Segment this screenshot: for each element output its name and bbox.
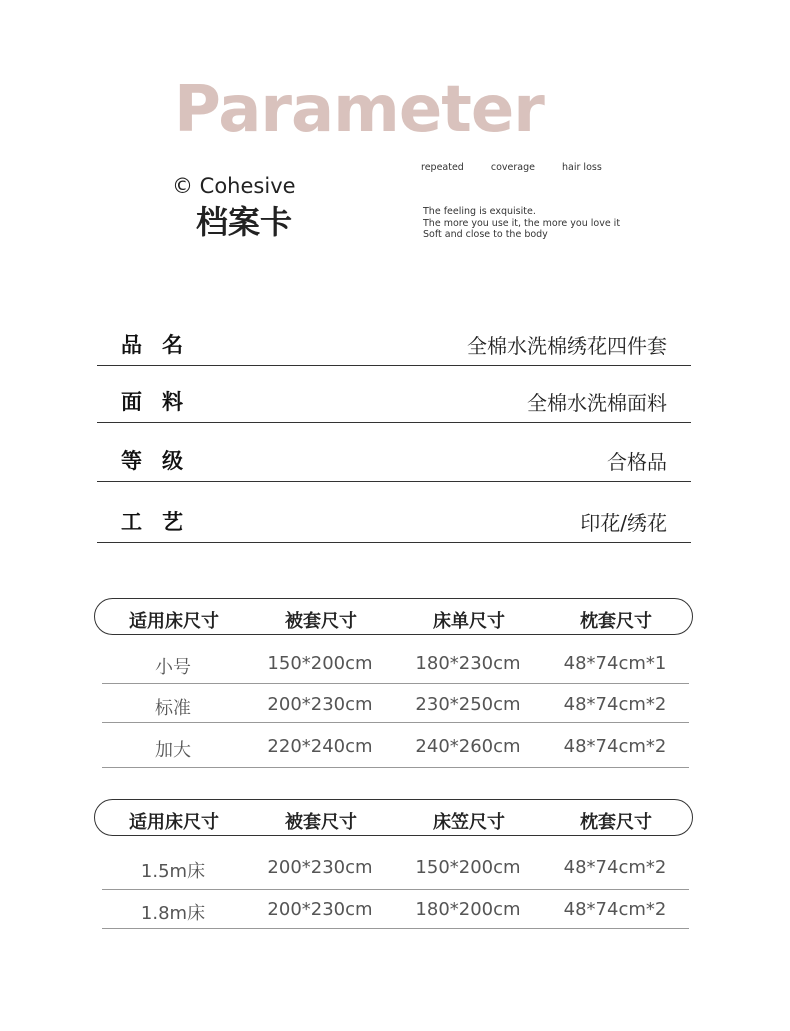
table-cell: 180*200cm: [415, 899, 521, 920]
tagline: [423, 206, 620, 241]
column-header: 枕套尺寸: [580, 812, 652, 833]
page-title: Parameter: [174, 73, 544, 147]
brand-name: © Cohesive: [172, 174, 296, 198]
table-cell: 48*74cm*2: [563, 899, 667, 920]
table-row: [102, 723, 689, 768]
table-cell: 加大: [155, 740, 191, 761]
tag-list: [421, 162, 626, 173]
column-header: 床笠尺寸: [433, 812, 505, 833]
table-cell: 48*74cm*2: [563, 694, 667, 715]
column-header: 适用床尺寸: [129, 611, 219, 632]
param-label: 品名: [121, 333, 203, 357]
table-row: [102, 890, 689, 929]
size-table-1-header: [94, 598, 693, 635]
param-value: 印花/绣花: [580, 511, 667, 535]
table-cell: 标准: [155, 698, 191, 719]
column-header: 枕套尺寸: [580, 611, 652, 632]
param-row-fabric: [97, 382, 691, 423]
size-table-2-header: [94, 799, 693, 836]
table-row: [102, 684, 689, 723]
tagline-line: Soft and close to the body: [423, 229, 548, 240]
param-value: 合格品: [607, 450, 667, 474]
tag-item: hair loss: [562, 162, 602, 173]
table-cell: 48*74cm*1: [563, 653, 667, 674]
tagline-line: The more you use it, the more you love it: [423, 217, 621, 229]
param-row-name: [97, 325, 691, 366]
table-cell: 48*74cm*2: [563, 736, 667, 757]
param-row-grade: [97, 441, 691, 482]
table-cell: 200*230cm: [267, 857, 373, 878]
table-cell: 230*250cm: [415, 694, 521, 715]
table-cell: 200*230cm: [267, 899, 373, 920]
param-row-craft: [97, 502, 691, 543]
table-cell: 48*74cm*2: [563, 857, 667, 878]
table-cell: 1.5m床: [140, 861, 206, 882]
param-value: 全棉水洗棉面料: [527, 391, 667, 415]
column-header: 床单尺寸: [433, 611, 505, 632]
table-cell: 1.8m床: [140, 903, 206, 924]
column-header: 适用床尺寸: [129, 812, 219, 833]
table-row: [102, 650, 689, 684]
table-cell: 150*200cm: [267, 653, 373, 674]
table-cell: 150*200cm: [415, 857, 521, 878]
tagline-line: The feeling is exquisite.: [423, 206, 536, 217]
table-cell: 200*230cm: [267, 694, 373, 715]
tag-item: coverage: [490, 162, 535, 173]
param-value: 全棉水洗棉绣花四件套: [467, 334, 667, 358]
table-cell: 180*230cm: [415, 653, 521, 674]
table-cell: 小号: [155, 657, 191, 678]
column-header: 被套尺寸: [285, 812, 357, 833]
param-label: 等级: [121, 449, 203, 473]
page-subtitle: 档案卡: [196, 203, 293, 241]
param-label: 面料: [121, 390, 203, 414]
table-cell: 220*240cm: [267, 736, 373, 757]
param-label: 工艺: [121, 510, 203, 534]
table-row: [102, 853, 689, 890]
tag-item: repeated: [421, 162, 464, 173]
table-cell: 240*260cm: [415, 736, 521, 757]
column-header: 被套尺寸: [285, 611, 357, 632]
